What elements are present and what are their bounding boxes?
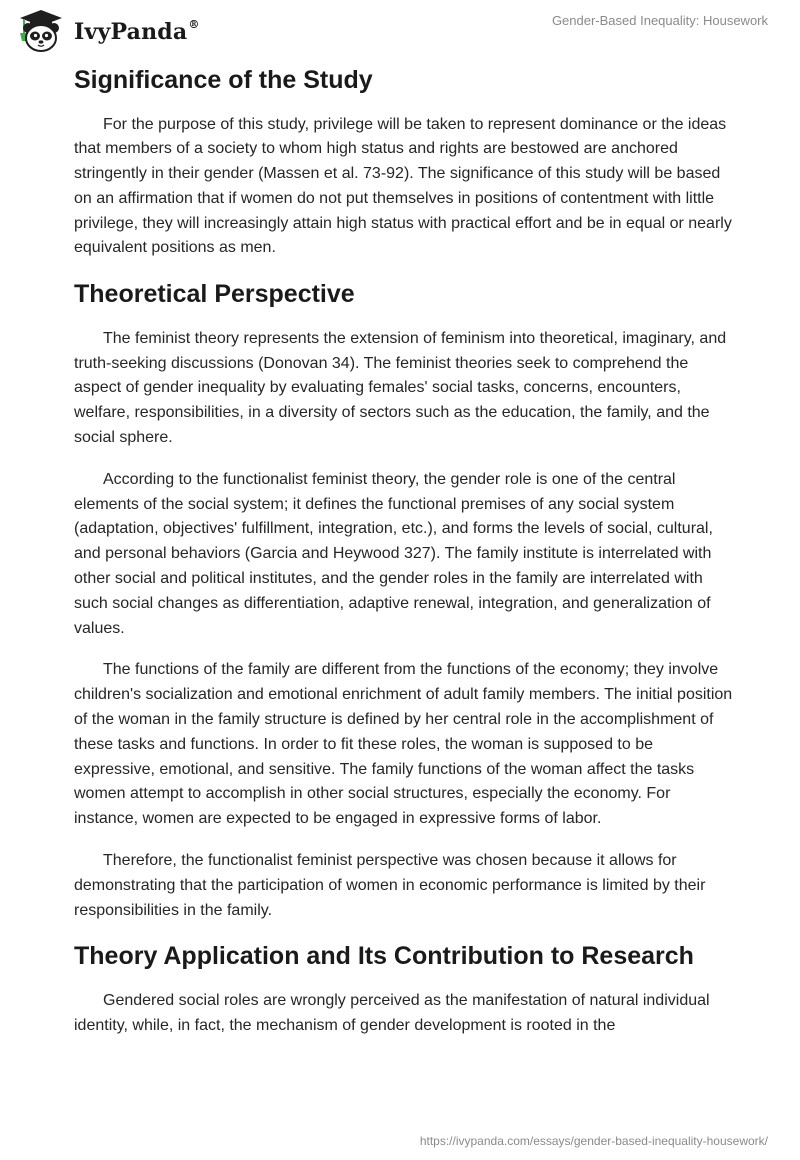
paragraph: The functions of the family are different from the functions of the economy; they involve children's socialization and emotional enrichment of adult family members. The initial position of the woman in the family structure is defined by her central role in the accomplishment of these tasks and functions. In order to fit these roles, the woman is supposed to be expressive, emotional, and sensitive. The family functions of the woman affect the tasks women attempt to accomplish in other social structures, especially the economy. For instance, women are expected to be engaged in expressive forms of labor. — [74, 661, 733, 828]
paragraph: Gendered social roles are wrongly perceived as the manifestation of natural individual identity, while, in fact, the mechanism of gender development is rooted in the — [74, 991, 710, 1034]
essay-body — [74, 64, 734, 1055]
paragraph: For the purpose of this study, privilege will be taken to represent dominance or the ideas that members of a society to whom high status and rights are bestowed are anchored stringently in their gender (Massen et al. 73-92). The significance of this study will be based on an affirmation that if women do not put themselves in positions of contentment with little privilege, they will increasingly attain high status with practical effort and be in equal or nearly equivalent positions as men. — [74, 115, 732, 257]
section-heading-theoretical-perspective: Theoretical Perspective — [74, 280, 355, 309]
paragraph: The feminist theory represents the extension of feminism into theoretical, imaginary, and truth-seeking discussions (Donovan 34). The feminist theories seek to comprehend the aspect of gender inequality by evaluating females' social tasks, concerns, encounters, welfare, responsibilities, in a diversity of sectors such as the education, the family, and the social sphere. — [74, 329, 727, 446]
page-header — [0, 0, 800, 60]
section-heading-significance: Significance of the Study — [74, 66, 373, 94]
brand-name: IvyPanda® — [74, 17, 200, 45]
ivypanda-logo[interactable] — [16, 8, 200, 54]
source-url[interactable]: https://ivypanda.com/essays/gender-based-inequality-housework/ — [419, 1134, 768, 1148]
paragraph: Therefore, the functionalist feminist perspective was chosen because it allows for demonstrating that the participation of women in economic performance is limited by their responsibilities in the family. — [74, 851, 706, 919]
panda-graduate-icon — [16, 8, 66, 54]
section-heading-theory-application: Theory Application and Its Contribution to Research — [74, 942, 694, 971]
document-title: Gender-Based Inequality: Housework — [551, 13, 768, 28]
paragraph: According to the functionalist feminist theory, the gender role is one of the central elements of the social system; it defines the functional premises of any social system (adaptation, objectives' fulfillment, integration, etc.), and forms the levels of social, cultural, and personal behaviors (Garcia and Heywood 327). The family institute is interrelated with other social and political institutes, and the gender roles in the family are interrelated with such social changes as differentiation, adaptive renewal, integration, and generalization of values. — [74, 470, 713, 637]
